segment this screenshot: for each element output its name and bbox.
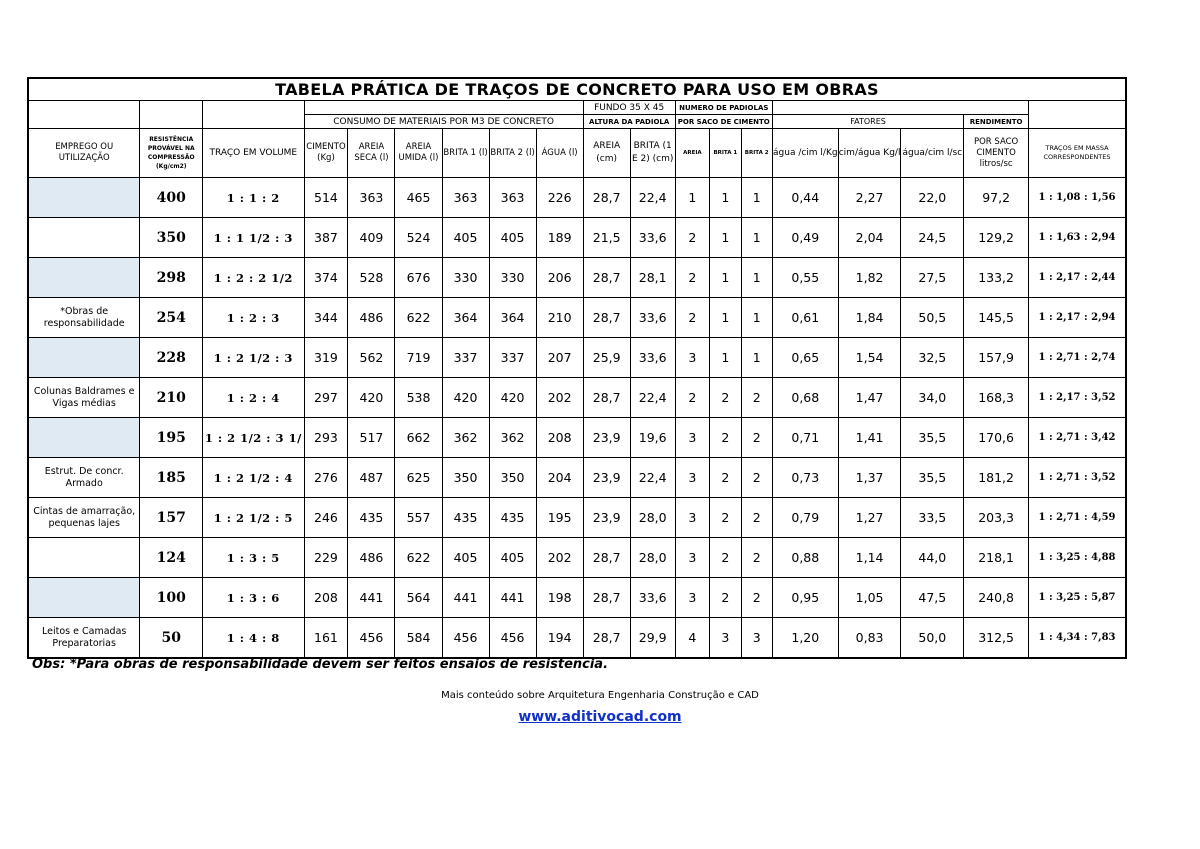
cell-cim-agua: 1,84	[838, 298, 901, 338]
cell-resistencia: 228	[140, 338, 203, 378]
cell-agua-cim: 0,44	[772, 178, 838, 218]
cell-areia-umida: 564	[395, 578, 442, 618]
cell-areia-umida: 622	[395, 298, 442, 338]
cell-alt-areia: 23,9	[583, 418, 630, 458]
cell-cim-agua: 1,54	[838, 338, 901, 378]
cell-alt-areia: 28,7	[583, 618, 630, 659]
col-traco: TRAÇO EM VOLUME	[203, 129, 304, 178]
cell-alt-brita: 22,4	[630, 178, 675, 218]
consumo-label: CONSUMO DE MATERIAIS POR M3 DE CONCRETO	[304, 115, 583, 129]
cell-traco: 1 : 3 : 5	[203, 538, 304, 578]
cell-agua: 206	[536, 258, 583, 298]
cell-rendimento: 145,5	[964, 298, 1029, 338]
cell-areia-seca: 441	[348, 578, 395, 618]
cell-brita2: 435	[489, 498, 536, 538]
cell-alt-brita: 22,4	[630, 378, 675, 418]
cell-pad-brita2: 2	[741, 498, 772, 538]
cell-traco: 1 : 2 1/2 : 5	[203, 498, 304, 538]
col-areia-seca: AREIA SECA (l)	[348, 129, 395, 178]
cell-areia-seca: 486	[348, 538, 395, 578]
cell-pad-brita2: 2	[741, 378, 772, 418]
cell-agua-cim: 0,55	[772, 258, 838, 298]
cell-areia-seca: 562	[348, 338, 395, 378]
table-row	[28, 418, 1126, 458]
cell-cimento: 229	[304, 538, 348, 578]
cell-traco: 1 : 2 1/2 : 3 1/	[203, 418, 304, 458]
col-alt-areia: AREIA (cm)	[583, 129, 630, 178]
cell-traco-massa: 1 : 3,25 : 5,87	[1029, 578, 1126, 618]
cell-traco-massa: 1 : 2,17 : 2,94	[1029, 298, 1126, 338]
cell-traco: 1 : 4 : 8	[203, 618, 304, 659]
cell-agua: 202	[536, 538, 583, 578]
cell-cimento: 246	[304, 498, 348, 538]
cell-alt-brita: 29,9	[630, 618, 675, 659]
cell-areia-umida: 676	[395, 258, 442, 298]
cell-pad-brita2: 2	[741, 458, 772, 498]
cell-agua-cim-sc: 32,5	[901, 338, 964, 378]
cell-areia-umida: 622	[395, 538, 442, 578]
cell-areia-umida: 662	[395, 418, 442, 458]
cell-resistencia: 400	[140, 178, 203, 218]
cell-emprego: Estrut. De concr. Armado	[28, 458, 140, 498]
cell-brita2: 405	[489, 218, 536, 258]
cell-pad-brita1: 2	[710, 538, 741, 578]
cell-alt-brita: 33,6	[630, 578, 675, 618]
table-row	[28, 498, 1126, 538]
cell-agua-cim-sc: 22,0	[901, 178, 964, 218]
table-title: TABELA PRÁTICA DE TRAÇOS DE CONCRETO PARA USO EM OBRAS	[28, 78, 1126, 101]
cell-brita1: 364	[442, 298, 489, 338]
cell-alt-areia: 28,7	[583, 178, 630, 218]
cell-alt-areia: 23,9	[583, 458, 630, 498]
cell-pad-brita1: 1	[710, 338, 741, 378]
cell-agua: 226	[536, 178, 583, 218]
cell-pad-areia: 3	[675, 538, 710, 578]
cell-alt-areia: 28,7	[583, 378, 630, 418]
cell-agua: 208	[536, 418, 583, 458]
cell-pad-areia: 3	[675, 498, 710, 538]
cell-resistencia: 298	[140, 258, 203, 298]
cell-traco: 1 : 2 1/2 : 3	[203, 338, 304, 378]
cell-pad-areia: 3	[675, 458, 710, 498]
cell-areia-seca: 517	[348, 418, 395, 458]
cell-cimento: 319	[304, 338, 348, 378]
por-saco-label: POR SACO DE CIMENTO	[675, 115, 772, 129]
cell-emprego: Colunas Baldrames e Vigas médias	[28, 378, 140, 418]
cell-rendimento: 218,1	[964, 538, 1029, 578]
cell-brita2: 363	[489, 178, 536, 218]
table-row	[28, 378, 1126, 418]
cell-brita1: 435	[442, 498, 489, 538]
cell-alt-brita: 33,6	[630, 338, 675, 378]
cell-agua-cim-sc: 24,5	[901, 218, 964, 258]
cell-cimento: 387	[304, 218, 348, 258]
cell-pad-brita1: 1	[710, 178, 741, 218]
cell-agua-cim: 0,65	[772, 338, 838, 378]
cell-rendimento: 181,2	[964, 458, 1029, 498]
table-row	[28, 218, 1126, 258]
cell-pad-areia: 4	[675, 618, 710, 659]
cell-traco-massa: 1 : 3,25 : 4,88	[1029, 538, 1126, 578]
cell-areia-umida: 465	[395, 178, 442, 218]
cell-cimento: 297	[304, 378, 348, 418]
cell-agua-cim: 0,49	[772, 218, 838, 258]
cell-pad-brita1: 2	[710, 498, 741, 538]
cell-agua: 194	[536, 618, 583, 659]
cell-pad-brita1: 3	[710, 618, 741, 659]
cell-traco-massa: 1 : 2,71 : 3,52	[1029, 458, 1126, 498]
table-row	[28, 458, 1126, 498]
cell-pad-brita2: 1	[741, 298, 772, 338]
cell-rendimento: 129,2	[964, 218, 1029, 258]
fatores-label: FATORES	[772, 115, 963, 129]
cell-cim-agua: 1,47	[838, 378, 901, 418]
cell-agua: 207	[536, 338, 583, 378]
cell-agua-cim-sc: 50,5	[901, 298, 964, 338]
fundo-label: FUNDO 35 X 45	[583, 101, 675, 115]
more-content-text: Mais conteúdo sobre Arquitetura Engenharia Construção e CAD	[441, 690, 759, 701]
cell-cim-agua: 1,41	[838, 418, 901, 458]
cell-pad-brita2: 1	[741, 258, 772, 298]
cell-areia-umida: 584	[395, 618, 442, 659]
cell-agua: 210	[536, 298, 583, 338]
col-agua: ÁGUA (l)	[536, 129, 583, 178]
cell-cim-agua: 2,27	[838, 178, 901, 218]
cell-cimento: 293	[304, 418, 348, 458]
cell-pad-areia: 2	[675, 298, 710, 338]
cell-alt-areia: 28,7	[583, 298, 630, 338]
altura-padiola-label: ALTURA DA PADIOLA	[583, 115, 675, 129]
cell-agua-cim: 0,73	[772, 458, 838, 498]
col-tracos-massa: TRAÇOS EM MASSA CORRESPONDENTES	[1029, 129, 1126, 178]
table-row	[28, 538, 1126, 578]
cell-pad-areia: 2	[675, 258, 710, 298]
cell-brita2: 405	[489, 538, 536, 578]
cell-areia-umida: 625	[395, 458, 442, 498]
cell-rendimento: 170,6	[964, 418, 1029, 458]
table-row	[28, 178, 1126, 218]
table-row	[28, 578, 1126, 618]
cell-traco-massa: 1 : 2,71 : 2,74	[1029, 338, 1126, 378]
cell-pad-brita1: 2	[710, 378, 741, 418]
table-row	[28, 258, 1126, 298]
cell-alt-areia: 25,9	[583, 338, 630, 378]
cell-agua: 202	[536, 378, 583, 418]
table-row	[28, 298, 1126, 338]
col-pad-brita1: BRITA 1	[710, 129, 741, 178]
cell-resistencia: 157	[140, 498, 203, 538]
table-row	[28, 618, 1126, 659]
cell-traco: 1 : 1 : 2	[203, 178, 304, 218]
cell-alt-brita: 22,4	[630, 458, 675, 498]
cell-areia-seca: 363	[348, 178, 395, 218]
cell-brita2: 364	[489, 298, 536, 338]
cell-agua-cim-sc: 35,5	[901, 418, 964, 458]
cell-pad-areia: 3	[675, 338, 710, 378]
cell-resistencia: 210	[140, 378, 203, 418]
cell-traco-massa: 1 : 2,17 : 3,52	[1029, 378, 1126, 418]
cell-agua: 198	[536, 578, 583, 618]
cell-brita2: 330	[489, 258, 536, 298]
cell-areia-umida: 538	[395, 378, 442, 418]
col-emprego: EMPREGO OU UTILIZAÇÃO	[28, 129, 140, 178]
cell-cim-agua: 0,83	[838, 618, 901, 659]
cell-agua-cim-sc: 27,5	[901, 258, 964, 298]
cell-brita2: 362	[489, 418, 536, 458]
cell-emprego	[28, 578, 140, 618]
cell-alt-brita: 33,6	[630, 298, 675, 338]
cell-brita2: 456	[489, 618, 536, 659]
cell-traco-massa: 1 : 1,08 : 1,56	[1029, 178, 1126, 218]
cell-agua-cim-sc: 35,5	[901, 458, 964, 498]
cell-traco: 1 : 1 1/2 : 3	[203, 218, 304, 258]
cell-areia-seca: 409	[348, 218, 395, 258]
cell-cim-agua: 1,05	[838, 578, 901, 618]
cell-agua-cim: 0,71	[772, 418, 838, 458]
cell-pad-brita2: 1	[741, 178, 772, 218]
cell-pad-brita1: 1	[710, 218, 741, 258]
cell-brita1: 363	[442, 178, 489, 218]
cell-rendimento: 97,2	[964, 178, 1029, 218]
cell-emprego	[28, 538, 140, 578]
cell-agua-cim-sc: 33,5	[901, 498, 964, 538]
cell-agua-cim: 0,68	[772, 378, 838, 418]
cell-areia-seca: 456	[348, 618, 395, 659]
cell-brita2: 420	[489, 378, 536, 418]
cell-cim-agua: 1,82	[838, 258, 901, 298]
cell-brita1: 337	[442, 338, 489, 378]
cell-rendimento: 168,3	[964, 378, 1029, 418]
col-agua-cim: água /cim l/Kg	[772, 129, 838, 178]
cell-pad-brita1: 2	[710, 418, 741, 458]
cell-pad-brita2: 1	[741, 218, 772, 258]
cell-rendimento: 157,9	[964, 338, 1029, 378]
cell-resistencia: 124	[140, 538, 203, 578]
cell-areia-seca: 420	[348, 378, 395, 418]
cell-agua-cim-sc: 34,0	[901, 378, 964, 418]
cell-cimento: 161	[304, 618, 348, 659]
cell-traco: 1 : 3 : 6	[203, 578, 304, 618]
cell-agua-cim: 1,20	[772, 618, 838, 659]
cell-traco: 1 : 2 : 4	[203, 378, 304, 418]
cell-alt-brita: 19,6	[630, 418, 675, 458]
col-cimento: CIMENTO (Kg)	[304, 129, 348, 178]
col-alt-brita: BRITA (1 E 2) (cm)	[630, 129, 675, 178]
cell-alt-brita: 28,1	[630, 258, 675, 298]
cell-agua: 204	[536, 458, 583, 498]
cell-areia-umida: 719	[395, 338, 442, 378]
cell-areia-seca: 435	[348, 498, 395, 538]
cell-cimento: 276	[304, 458, 348, 498]
col-areia-umida: AREIA UMIDA (l)	[395, 129, 442, 178]
concrete-mix-table	[27, 77, 1127, 659]
cell-resistencia: 195	[140, 418, 203, 458]
cell-traco-massa: 1 : 1,63 : 2,94	[1029, 218, 1126, 258]
col-cim-agua: cim/água Kg/l	[838, 129, 901, 178]
cell-brita1: 420	[442, 378, 489, 418]
table-row	[28, 338, 1126, 378]
col-pad-areia: AREIA	[675, 129, 710, 178]
cell-pad-brita2: 2	[741, 418, 772, 458]
cell-pad-brita1: 2	[710, 578, 741, 618]
cell-resistencia: 50	[140, 618, 203, 659]
cell-cim-agua: 1,14	[838, 538, 901, 578]
cell-rendimento: 312,5	[964, 618, 1029, 659]
cell-brita1: 362	[442, 418, 489, 458]
cell-emprego	[28, 218, 140, 258]
numero-padiolas-label: NUMERO DE PADIOLAS	[675, 101, 772, 115]
col-por-saco-cimento: POR SACO CIMENTO litros/sc	[964, 129, 1029, 178]
cell-resistencia: 254	[140, 298, 203, 338]
cell-pad-brita2: 2	[741, 538, 772, 578]
cell-areia-seca: 486	[348, 298, 395, 338]
cell-pad-brita1: 1	[710, 298, 741, 338]
cell-agua-cim: 0,61	[772, 298, 838, 338]
cell-emprego: Leitos e Camadas Preparatorias	[28, 618, 140, 659]
cell-cimento: 208	[304, 578, 348, 618]
col-brita1: BRITA 1 (l)	[442, 129, 489, 178]
col-agua-cim-sc: água/cim l/sc	[901, 129, 964, 178]
cell-resistencia: 100	[140, 578, 203, 618]
cell-traco: 1 : 2 : 2 1/2	[203, 258, 304, 298]
cell-emprego: *Obras de responsabilidade	[28, 298, 140, 338]
cell-traco-massa: 1 : 4,34 : 7,83	[1029, 618, 1126, 659]
concrete-mix-table-sheet	[27, 77, 1127, 659]
cell-brita1: 441	[442, 578, 489, 618]
cell-brita1: 350	[442, 458, 489, 498]
cell-pad-brita2: 1	[741, 338, 772, 378]
cell-areia-umida: 557	[395, 498, 442, 538]
cell-brita1: 405	[442, 218, 489, 258]
cell-rendimento: 133,2	[964, 258, 1029, 298]
cell-brita2: 337	[489, 338, 536, 378]
cell-pad-brita1: 1	[710, 258, 741, 298]
cell-areia-seca: 487	[348, 458, 395, 498]
cell-alt-areia: 23,9	[583, 498, 630, 538]
cell-areia-seca: 528	[348, 258, 395, 298]
cell-pad-brita2: 2	[741, 578, 772, 618]
cell-brita1: 330	[442, 258, 489, 298]
cell-agua: 195	[536, 498, 583, 538]
cell-agua: 189	[536, 218, 583, 258]
cell-brita2: 441	[489, 578, 536, 618]
cell-traco-massa: 1 : 2,71 : 3,42	[1029, 418, 1126, 458]
cell-alt-areia: 28,7	[583, 538, 630, 578]
cell-alt-brita: 28,0	[630, 498, 675, 538]
cell-pad-brita1: 2	[710, 458, 741, 498]
col-resistencia: RESISTÊNCIA PROVÁVEL NA COMPRESSÃO (Kg/cm2)	[140, 129, 203, 178]
cell-cim-agua: 1,37	[838, 458, 901, 498]
cell-alt-brita: 33,6	[630, 218, 675, 258]
cell-resistencia: 185	[140, 458, 203, 498]
cell-emprego	[28, 338, 140, 378]
cell-pad-brita2: 3	[741, 618, 772, 659]
cell-pad-areia: 2	[675, 378, 710, 418]
cell-alt-brita: 28,0	[630, 538, 675, 578]
cell-agua-cim-sc: 50,0	[901, 618, 964, 659]
cell-cim-agua: 2,04	[838, 218, 901, 258]
cell-traco: 1 : 2 : 3	[203, 298, 304, 338]
cell-traco-massa: 1 : 2,71 : 4,59	[1029, 498, 1126, 538]
cell-cimento: 374	[304, 258, 348, 298]
cell-emprego: Cintas de amarração, pequenas lajes	[28, 498, 140, 538]
col-pad-brita2: BRITA 2	[741, 129, 772, 178]
cell-pad-areia: 3	[675, 578, 710, 618]
col-brita2: BRITA 2 (l)	[489, 129, 536, 178]
cell-emprego	[28, 418, 140, 458]
cell-rendimento: 203,3	[964, 498, 1029, 538]
cell-agua-cim: 0,88	[772, 538, 838, 578]
cell-alt-areia: 28,7	[583, 258, 630, 298]
cell-alt-areia: 21,5	[583, 218, 630, 258]
observation-note: Obs: *Para obras de responsabilidade devem ser feitos ensaios de resistencia.	[32, 657, 609, 672]
cell-brita1: 405	[442, 538, 489, 578]
cell-pad-areia: 2	[675, 218, 710, 258]
cell-areia-umida: 524	[395, 218, 442, 258]
cell-emprego	[28, 258, 140, 298]
cell-agua-cim-sc: 47,5	[901, 578, 964, 618]
cell-traco-massa: 1 : 2,17 : 2,44	[1029, 258, 1126, 298]
cell-brita1: 456	[442, 618, 489, 659]
cell-cimento: 344	[304, 298, 348, 338]
cell-pad-areia: 1	[675, 178, 710, 218]
cell-agua-cim: 0,79	[772, 498, 838, 538]
cell-brita2: 350	[489, 458, 536, 498]
cell-pad-areia: 3	[675, 418, 710, 458]
cell-agua-cim-sc: 44,0	[901, 538, 964, 578]
website-link[interactable]: www.aditivocad.com	[518, 709, 682, 725]
cell-cimento: 514	[304, 178, 348, 218]
rendimento-label: RENDIMENTO	[964, 115, 1029, 129]
cell-rendimento: 240,8	[964, 578, 1029, 618]
cell-traco: 1 : 2 1/2 : 4	[203, 458, 304, 498]
cell-alt-areia: 28,7	[583, 578, 630, 618]
cell-cim-agua: 1,27	[838, 498, 901, 538]
cell-agua-cim: 0,95	[772, 578, 838, 618]
cell-emprego	[28, 178, 140, 218]
cell-resistencia: 350	[140, 218, 203, 258]
